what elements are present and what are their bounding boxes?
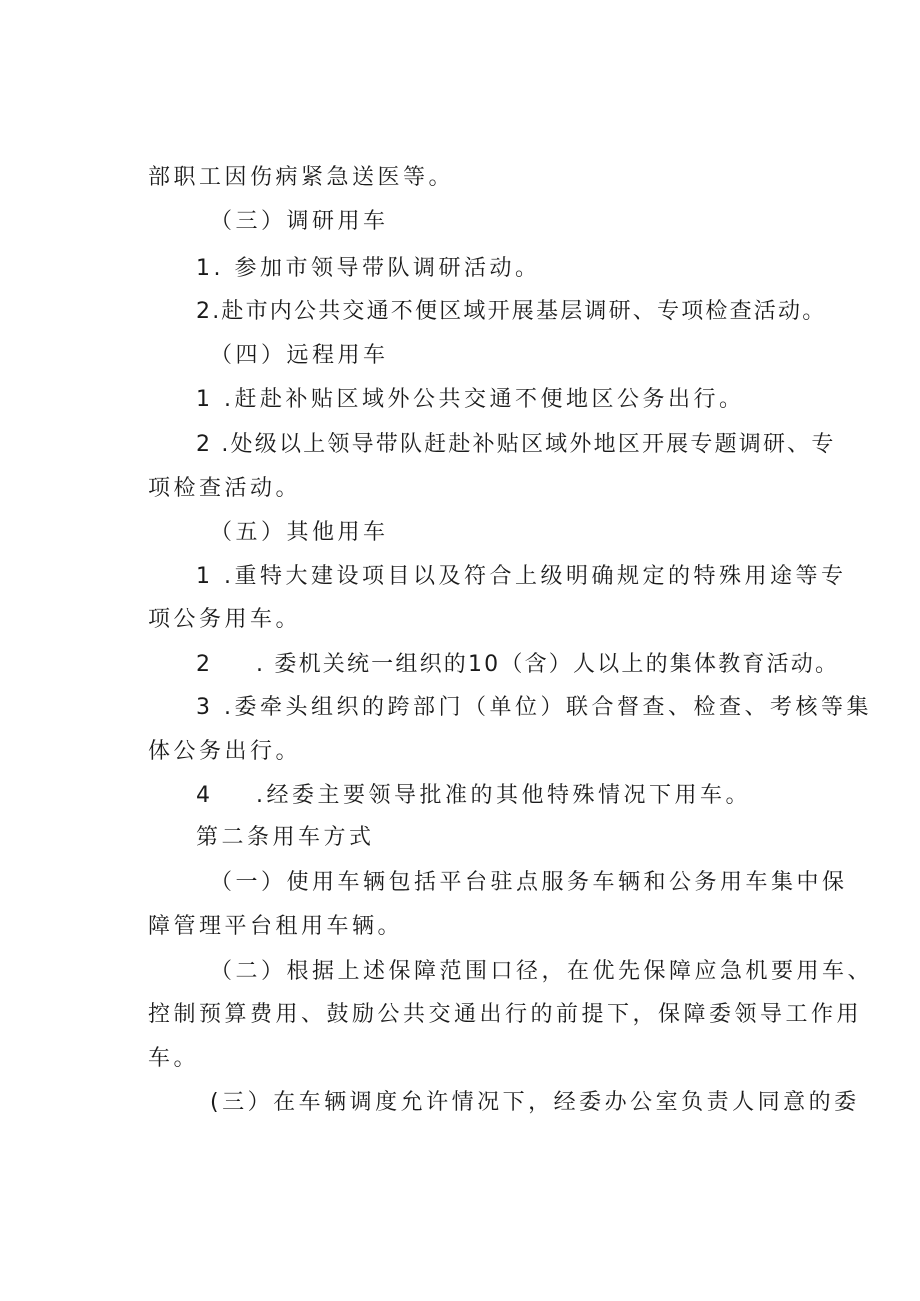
section-heading: （五）其他用车 (210, 520, 389, 545)
list-item: 3 .委牵头组织的跨部门（单位）联合督查、检查、考核等集 (196, 695, 872, 720)
list-item-number: 2 (196, 652, 214, 677)
paragraph-line: 项检查活动。 (148, 476, 302, 501)
paragraph-line: 体公务出行。 (148, 739, 302, 764)
list-item: . 委机关统一组织的10（含）人以上的集体教育活动。 (256, 652, 840, 677)
paragraph-line: （一）使用车辆包括平台驻点服务车辆和公务用车集中保 (210, 870, 848, 895)
paragraph-line: (三）在车辆调度允许情况下，经委办公室负责人同意的委 (210, 1090, 860, 1115)
list-item: 2.赴市内公共交通不便区域开展基层调研、专项检查活动。 (196, 299, 827, 324)
list-item: .经委主要领导批准的其他特殊情况下用车。 (256, 783, 751, 808)
list-item: 1 .赶赴补贴区域外公共交通不便地区公务出行。 (196, 387, 745, 412)
article-heading: 第二条用车方式 (196, 825, 375, 850)
list-item-number: 4 (196, 783, 214, 808)
paragraph-line: 障管理平台租用车辆。 (148, 914, 404, 939)
paragraph-line: 车。 (148, 1046, 200, 1071)
paragraph-line: （二）根据上述保障范围口径，在优先保障应急机要用车、 (210, 959, 874, 984)
section-heading: （三）调研用车 (210, 209, 389, 234)
paragraph-line: 部职工因伤病紧急送医等。 (148, 165, 455, 190)
list-item: 1. 参加市领导带队调研活动。 (196, 256, 541, 281)
paragraph-line: 项公务用车。 (148, 607, 302, 632)
list-item: 1 .重特大建设项目以及符合上级明确规定的特殊用途等专 (196, 564, 847, 589)
paragraph-line: 控制预算费用、鼓励公共交通出行的前提下，保障委领导工作用 (148, 1002, 863, 1027)
section-heading: （四）远程用车 (210, 343, 389, 368)
list-item: 2 .处级以上领导带队赶赴补贴区域外地区开展专题调研、专 (196, 432, 836, 457)
